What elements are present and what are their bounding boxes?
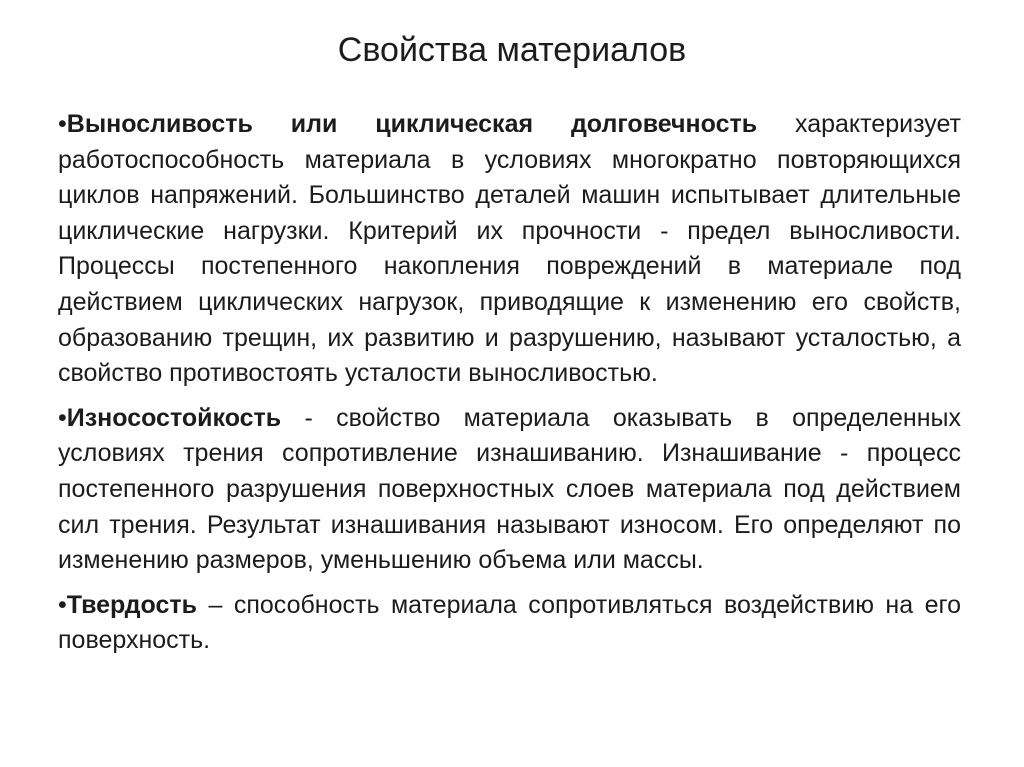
bullet-wear-resistance <box>58 401 961 579</box>
bullet-text: характеризует работоспособность материала в условиях многократно повторяющихся циклов напряжений. Большинство деталей машин испытывает длительные циклические нагрузки. Критерий их прочности - предел выносливости. Процессы постепенного накопления повреждений в материале под действием циклических нагрузок, приводящие к изменению его свойств, образованию трещин, их развитию и разрушению, называют усталостью, а свойство противостоять усталости выносливостью. <box>58 110 961 388</box>
bullet-text: - свойство материала оказывать в определенных условиях трения сопротивление изнашиванию. Изнашивание - процесс постепенного разрушения поверхностных слоев материала под действием сил трения. Результат изнашивания называют износом. Его определяют по изменению размеров, уменьшению объема или массы. <box>58 403 961 575</box>
bullet-term: Твердость <box>66 590 198 619</box>
bullet-term: Износостойкость <box>66 403 282 432</box>
bullet-marker: • <box>58 590 67 619</box>
bullet-list <box>58 107 961 668</box>
bullet-marker: • <box>58 403 67 432</box>
bullet-term: Выносливость или циклическая долговечность <box>66 110 758 138</box>
bullet-marker: • <box>58 110 67 138</box>
slide-title: Свойства материалов <box>337 31 687 69</box>
bullet-endurance <box>58 107 961 392</box>
bullet-text: – способность материала сопротивляться воздействию на его поверхность. <box>58 590 961 655</box>
bullet-hardness <box>58 588 961 659</box>
